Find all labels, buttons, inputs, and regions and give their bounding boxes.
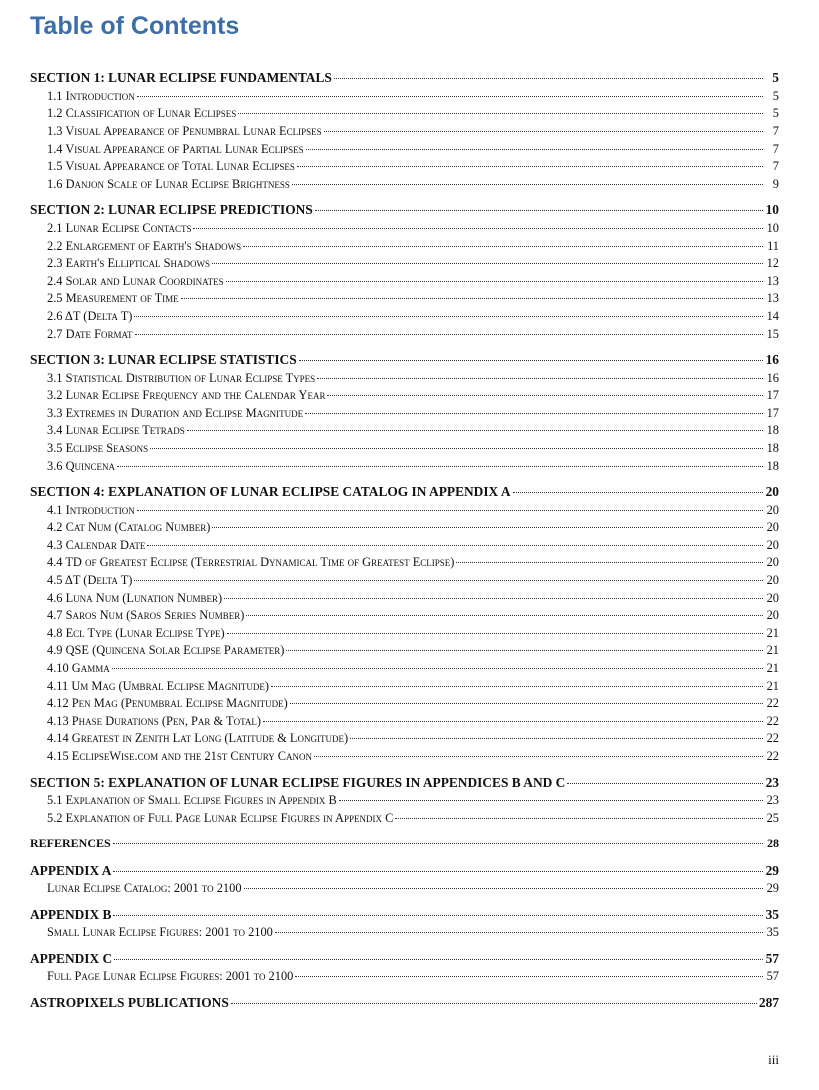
toc-subsection-entry-page: 10 bbox=[766, 220, 779, 235]
toc-subsection-entry[interactable] bbox=[30, 808, 779, 826]
dot-leader bbox=[324, 119, 763, 132]
toc-section-entry-label: APPENDIX C bbox=[30, 950, 113, 966]
toc-subsection-entry[interactable] bbox=[30, 174, 779, 192]
toc-subsection-entry-page: 17 bbox=[766, 388, 779, 403]
dot-leader bbox=[327, 383, 763, 396]
toc-section-block bbox=[30, 993, 779, 1012]
dot-leader bbox=[231, 990, 757, 1004]
toc-subsection-entry-label: 2.5 Measurement of Time bbox=[47, 291, 179, 306]
toc-subsection-entry-page: 5 bbox=[772, 106, 779, 121]
dot-leader bbox=[263, 708, 763, 721]
toc-subsection-entry-label: 1.4 Visual Appearance of Partial Lunar Eclipses bbox=[47, 141, 304, 156]
dot-leader bbox=[212, 515, 763, 528]
toc-section-entry-label: ASTROPIXELS PUBLICATIONS bbox=[30, 995, 229, 1011]
toc-subsection-entry-label: 4.6 Luna Num (Lunation Number) bbox=[47, 590, 223, 605]
toc-section-entry-page: 10 bbox=[765, 202, 779, 218]
dot-leader bbox=[286, 638, 763, 651]
toc-subsection-entry-label: 2.6 ΔT (Delta T) bbox=[47, 308, 133, 323]
dot-leader bbox=[226, 268, 763, 281]
dot-leader bbox=[134, 304, 763, 317]
toc-subsection-entry-label: 1.1 Introduction bbox=[47, 88, 135, 103]
toc-subsection-entry-page: 7 bbox=[772, 159, 779, 174]
toc-subsection-entry-page: 21 bbox=[766, 678, 779, 693]
dot-leader bbox=[271, 673, 763, 686]
toc-subsection-entry-page: 13 bbox=[766, 291, 779, 306]
dot-leader bbox=[212, 251, 763, 264]
toc-subsection-entry-label: 5.2 Explanation of Full Page Lunar Eclipse Figures in Appendix C bbox=[47, 810, 394, 825]
dot-leader bbox=[112, 656, 763, 669]
toc-subsection-entry-page: 13 bbox=[766, 273, 779, 288]
toc-section-entry-page: 5 bbox=[772, 70, 779, 86]
toc-section-entry-page: 16 bbox=[765, 352, 779, 368]
toc-section-entry[interactable] bbox=[30, 993, 779, 1012]
toc-subsection-entry-page: 20 bbox=[766, 502, 779, 517]
toc-subsection-entry-label: 4.4 TD of Greatest Eclipse (Terrestrial Dynamical Time of Greatest Eclipse) bbox=[47, 555, 455, 570]
toc-subsection-entry-page: 22 bbox=[766, 731, 779, 746]
dot-leader bbox=[181, 286, 763, 299]
dot-leader bbox=[290, 691, 763, 704]
toc-subsection-entry-label: 5.1 Explanation of Small Eclipse Figures in Appendix B bbox=[47, 793, 337, 808]
dot-leader bbox=[117, 453, 763, 466]
toc-subsection-entry-page: 22 bbox=[766, 713, 779, 728]
toc-section-block bbox=[30, 860, 779, 896]
toc-subsection-entry-page: 20 bbox=[766, 573, 779, 588]
dot-leader bbox=[315, 197, 763, 211]
dot-leader bbox=[305, 400, 763, 413]
dot-leader bbox=[297, 154, 763, 167]
toc-section-block bbox=[30, 200, 779, 342]
dot-leader bbox=[150, 436, 763, 449]
toc-subsection-entry-label: 4.2 Cat Num (Catalog Number) bbox=[47, 520, 211, 535]
toc-subsection-entry-label: 4.11 Um Mag (Umbral Eclipse Magnitude) bbox=[47, 678, 269, 693]
toc-subsection-entry-label: 4.13 Phase Durations (Pen, Par & Total) bbox=[47, 713, 262, 728]
toc-subsection-entry-page: 20 bbox=[766, 590, 779, 605]
page-number: iii bbox=[768, 1052, 779, 1067]
toc-subsection-entry-page: 21 bbox=[766, 643, 779, 658]
toc-subsection-entry-page: 15 bbox=[766, 326, 779, 341]
dot-leader bbox=[113, 901, 763, 915]
toc-subsection-entry[interactable] bbox=[30, 456, 779, 474]
toc-section-entry-label: SECTION 4: EXPLANATION OF LUNAR ECLIPSE CATALOG IN APPENDIX A bbox=[30, 484, 511, 500]
dot-leader bbox=[227, 620, 763, 633]
dot-leader bbox=[137, 497, 763, 510]
toc-subsection-entry-page: 7 bbox=[772, 124, 779, 139]
toc-subsection-entry-page: 16 bbox=[766, 370, 779, 385]
toc-section-entry-label: SECTION 3: LUNAR ECLIPSE STATISTICS bbox=[30, 352, 297, 368]
dot-leader bbox=[314, 744, 763, 757]
toc-subsection-entry-label: 4.3 Calendar Date bbox=[47, 537, 146, 552]
toc-subsection-entry-page: 22 bbox=[766, 748, 779, 763]
toc-subsection-entry-page: 11 bbox=[767, 238, 779, 253]
dot-leader bbox=[275, 920, 763, 933]
toc-subsection-entry-label: 3.6 Quincena bbox=[47, 458, 116, 473]
toc-subsection-entry[interactable] bbox=[30, 747, 779, 765]
toc-section-entry-page: 287 bbox=[758, 995, 779, 1011]
dot-leader bbox=[243, 233, 763, 246]
toc-subsection-entry-page: 35 bbox=[766, 925, 779, 940]
toc-subsection-entry-label: 1.6 Danjon Scale of Lunar Eclipse Brightness bbox=[47, 176, 290, 191]
toc-subsection-entry-page: 5 bbox=[772, 88, 779, 103]
toc-section-entry-page: 20 bbox=[765, 484, 779, 500]
toc-subsection-entry-page: 25 bbox=[766, 810, 779, 825]
toc-subsection-entry-label: 4.5 ΔT (Delta T) bbox=[47, 573, 133, 588]
toc-subsection-entry-label: Lunar Eclipse Catalog: 2001 to 2100 bbox=[47, 881, 242, 896]
toc-subsection-entry-page: 57 bbox=[766, 969, 779, 984]
page-title: Table of Contents bbox=[30, 12, 240, 40]
toc-subsection-entry-label: 3.4 Lunar Eclipse Tetrads bbox=[47, 423, 185, 438]
dot-leader bbox=[567, 769, 763, 783]
toc-section-entry-label: REFERENCES bbox=[30, 835, 111, 850]
toc-subsection-entry-page: 29 bbox=[766, 881, 779, 896]
dot-leader bbox=[295, 964, 763, 977]
toc-subsection-entry-page: 9 bbox=[772, 176, 779, 191]
toc-subsection-entry-label: 2.4 Solar and Lunar Coordinates bbox=[47, 273, 224, 288]
dot-leader bbox=[246, 603, 763, 616]
toc-section-entry-page: 23 bbox=[765, 774, 779, 790]
toc-subsection-entry-label: 1.5 Visual Appearance of Total Lunar Eclipses bbox=[47, 159, 295, 174]
dot-leader bbox=[113, 857, 763, 871]
toc-subsection-entry-page: 20 bbox=[766, 520, 779, 535]
toc-subsection-entry[interactable] bbox=[30, 324, 779, 342]
toc-subsection-entry-page: 17 bbox=[766, 405, 779, 420]
dot-leader bbox=[114, 946, 763, 960]
toc-subsection-entry-label: 4.8 Ecl Type (Lunar Eclipse Type) bbox=[47, 625, 225, 640]
toc-section-entry-page: 29 bbox=[765, 862, 779, 878]
toc-subsection-entry-page: 20 bbox=[766, 608, 779, 623]
toc-subsection-entry-label: 4.10 Gamma bbox=[47, 661, 110, 676]
dot-leader bbox=[187, 418, 763, 431]
toc-subsection-entry-page: 22 bbox=[766, 696, 779, 711]
dot-leader bbox=[395, 805, 763, 818]
dot-leader bbox=[135, 321, 763, 334]
toc-subsection-entry-label: 4.1 Introduction bbox=[47, 502, 135, 517]
toc-subsection-entry-page: 7 bbox=[772, 141, 779, 156]
toc-subsection-entry-label: 3.1 Statistical Distribution of Lunar Eclipse Types bbox=[47, 370, 316, 385]
toc-subsection-entry[interactable] bbox=[30, 967, 779, 985]
dot-leader bbox=[113, 831, 763, 844]
toc-subsection-entry-page: 12 bbox=[766, 256, 779, 271]
toc-subsection-entry-page: 21 bbox=[766, 661, 779, 676]
dot-leader bbox=[306, 136, 763, 149]
toc-subsection-entry-label: 2.3 Earth's Elliptical Shadows bbox=[47, 256, 210, 271]
toc-section-entry-label: APPENDIX A bbox=[30, 862, 112, 878]
dot-leader bbox=[134, 568, 763, 581]
toc-subsection-entry-page: 21 bbox=[766, 625, 779, 640]
dot-leader bbox=[339, 788, 763, 801]
dot-leader bbox=[193, 216, 763, 229]
dot-leader bbox=[456, 550, 763, 563]
toc-subsection-entry-label: 2.2 Enlargement of Earth's Shadows bbox=[47, 238, 242, 253]
toc-subsection-entry-label: 4.14 Greatest in Zenith Lat Long (Latitude & Longitude) bbox=[47, 731, 349, 746]
dot-leader bbox=[292, 171, 763, 184]
toc-section-entry-label: SECTION 5: EXPLANATION OF LUNAR ECLIPSE FIGURES IN APPENDICES B AND C bbox=[30, 774, 566, 790]
dot-leader bbox=[137, 84, 763, 97]
toc-section-entry-page: 57 bbox=[765, 950, 779, 966]
toc-section-entry-page: 28 bbox=[767, 835, 779, 850]
toc-section-block bbox=[30, 834, 779, 853]
toc-subsection-entry-label: 2.1 Lunar Eclipse Contacts bbox=[47, 220, 192, 235]
toc-subsection-entry-label: 1.2 Classification of Lunar Eclipses bbox=[47, 106, 237, 121]
toc-subsection-entry-label: Full Page Lunar Eclipse Figures: 2001 to 2100 bbox=[47, 969, 294, 984]
toc-subsection-entry-label: 1.3 Visual Appearance of Penumbral Lunar Eclipses bbox=[47, 124, 322, 139]
toc-subsection-entry-label: 4.15 EclipseWise.com and the 21st Century Canon bbox=[47, 748, 313, 763]
dot-leader bbox=[350, 726, 763, 739]
toc-subsection-entry-page: 18 bbox=[766, 423, 779, 438]
dot-leader bbox=[513, 479, 763, 493]
toc-subsection-entry-label: 2.7 Date Format bbox=[47, 326, 133, 341]
dot-leader bbox=[238, 101, 763, 114]
toc-subsection-entry-page: 23 bbox=[766, 793, 779, 808]
toc-section-entry-page: 35 bbox=[765, 906, 779, 922]
toc-subsection-entry-label: 4.12 Pen Mag (Penumbral Eclipse Magnitude) bbox=[47, 696, 288, 711]
toc-subsection-entry-page: 18 bbox=[766, 440, 779, 455]
toc-subsection-entry-page: 20 bbox=[766, 537, 779, 552]
toc-subsection-entry-label: 3.2 Lunar Eclipse Frequency and the Calendar Year bbox=[47, 388, 326, 403]
toc-section-entry-label: SECTION 1: LUNAR ECLIPSE FUNDAMENTALS bbox=[30, 70, 332, 86]
toc-subsection-entry-label: 4.9 QSE (Quincena Solar Eclipse Parameter) bbox=[47, 643, 285, 658]
toc-section-entry-label: APPENDIX B bbox=[30, 906, 112, 922]
toc-section-block bbox=[30, 482, 779, 764]
dot-leader bbox=[147, 532, 763, 545]
toc-subsection-entry[interactable] bbox=[30, 923, 779, 941]
dot-leader bbox=[299, 347, 763, 361]
dot-leader bbox=[334, 65, 763, 79]
toc-section-block bbox=[30, 949, 779, 985]
toc-section-block bbox=[30, 68, 779, 192]
toc-subsection-entry-label: Small Lunar Eclipse Figures: 2001 to 2100 bbox=[47, 925, 273, 940]
toc-section-entry-label: SECTION 2: LUNAR ECLIPSE PREDICTIONS bbox=[30, 202, 313, 218]
dot-leader bbox=[317, 365, 763, 378]
toc-subsection-entry-page: 20 bbox=[766, 555, 779, 570]
table-of-contents bbox=[30, 68, 779, 1019]
toc-section-block bbox=[30, 904, 779, 940]
toc-subsection-entry-page: 14 bbox=[766, 308, 779, 323]
toc-subsection-entry-page: 18 bbox=[766, 458, 779, 473]
toc-subsection-entry[interactable] bbox=[30, 879, 779, 897]
toc-section-block bbox=[30, 350, 779, 474]
toc-section-entry[interactable] bbox=[30, 834, 779, 853]
toc-subsection-entry-label: 3.3 Extremes in Duration and Eclipse Magnitude bbox=[47, 405, 304, 420]
toc-subsection-entry-label: 3.5 Eclipse Seasons bbox=[47, 440, 149, 455]
toc-subsection-entry-label: 4.7 Saros Num (Saros Series Number) bbox=[47, 608, 245, 623]
dot-leader bbox=[244, 876, 763, 889]
toc-section-block bbox=[30, 772, 779, 826]
dot-leader bbox=[224, 585, 763, 598]
